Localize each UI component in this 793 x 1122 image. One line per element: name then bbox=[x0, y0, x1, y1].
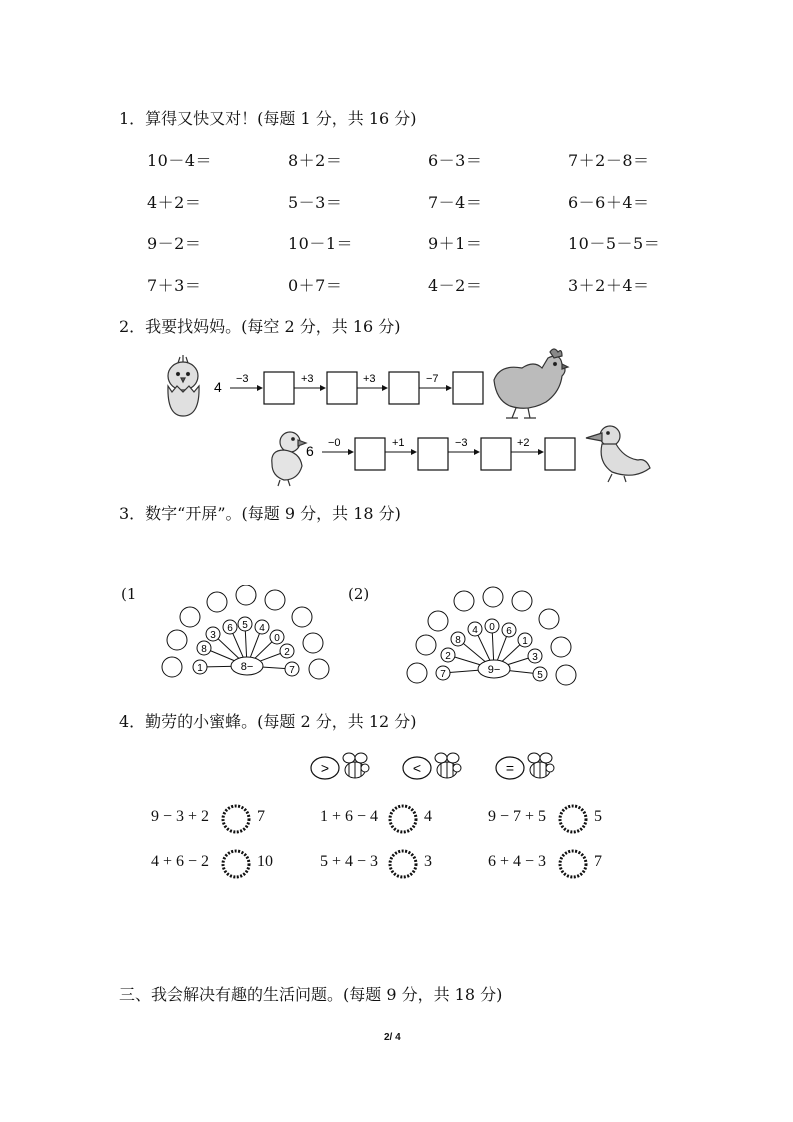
q1-item: 10－4＝ bbox=[147, 151, 213, 170]
answer-box[interactable] bbox=[389, 372, 419, 404]
answer-box[interactable] bbox=[327, 372, 357, 404]
fan1 bbox=[155, 585, 335, 685]
compare-circle[interactable] bbox=[386, 848, 420, 880]
fan-number: 0 bbox=[274, 633, 280, 644]
q1-item: 3＋2＋4＝ bbox=[568, 276, 650, 295]
cmp-left: 6 + 4 − 3 bbox=[488, 853, 547, 870]
fan-number: 0 bbox=[489, 622, 495, 633]
chain1-op: +3 bbox=[363, 373, 376, 385]
fan1-label: (1 bbox=[121, 585, 137, 603]
q2-figure bbox=[150, 340, 670, 500]
hen-icon bbox=[494, 349, 568, 418]
compare-circle[interactable] bbox=[219, 848, 253, 880]
chain1-op: −7 bbox=[426, 373, 439, 385]
fan-number: 6 bbox=[227, 623, 233, 634]
bee-less bbox=[403, 753, 461, 779]
cmp-right: 3 bbox=[424, 853, 432, 870]
fan-number: 5 bbox=[537, 670, 543, 681]
chain2-op: −3 bbox=[455, 437, 468, 449]
fan-number: 1 bbox=[522, 636, 528, 647]
bee-greater bbox=[311, 753, 369, 779]
fan-number: 7 bbox=[440, 669, 446, 680]
cmp-right: 7 bbox=[594, 853, 602, 870]
q1-item: 4－2＝ bbox=[428, 276, 483, 295]
cmp-right: 10 bbox=[257, 853, 273, 870]
compare-circle[interactable] bbox=[219, 803, 253, 835]
chain1-op: −3 bbox=[236, 373, 249, 385]
answer-box[interactable] bbox=[545, 438, 575, 470]
page-number: 2/ 4 bbox=[384, 1032, 401, 1043]
compare-circle[interactable] bbox=[386, 803, 420, 835]
chain1 bbox=[230, 372, 483, 404]
fan-number: 3 bbox=[532, 652, 538, 663]
chain2 bbox=[322, 437, 575, 470]
fan-number: 4 bbox=[259, 623, 265, 634]
fan2-label: (2) bbox=[348, 585, 370, 603]
q1-item: 6－6＋4＝ bbox=[568, 193, 650, 212]
fan-number: 6 bbox=[506, 626, 512, 637]
chain2-start: 6 bbox=[306, 443, 314, 459]
fan-number: 2 bbox=[445, 651, 451, 662]
bee-icon bbox=[435, 753, 461, 778]
cmp-left: 1 + 6 − 4 bbox=[320, 808, 379, 825]
bee-equal bbox=[496, 753, 554, 779]
compare-circle[interactable] bbox=[556, 848, 590, 880]
q1-item: 5－3＝ bbox=[288, 193, 343, 212]
fan-number: 3 bbox=[210, 630, 216, 641]
fan1-center-label: 8− bbox=[240, 661, 254, 673]
fan-number: 8 bbox=[455, 635, 461, 646]
q1-item: 8＋2＝ bbox=[288, 151, 343, 170]
fan-number: 2 bbox=[284, 647, 290, 658]
fan-number: 1 bbox=[197, 663, 203, 674]
bee-legend bbox=[305, 748, 575, 788]
fan-number: 5 bbox=[242, 620, 248, 631]
cmp-left: 9 − 7 + 5 bbox=[488, 808, 547, 825]
cmp-right: 5 bbox=[594, 808, 602, 825]
fan2-center-label: 9− bbox=[487, 664, 501, 676]
q1-item: 4＋2＝ bbox=[147, 193, 202, 212]
q1-item: 10－1＝ bbox=[288, 234, 354, 253]
compare-circle[interactable] bbox=[556, 803, 590, 835]
fan-number: 7 bbox=[289, 665, 295, 676]
answer-box[interactable] bbox=[355, 438, 385, 470]
chain1-op: +3 bbox=[301, 373, 314, 385]
q1-item: 10－5－5＝ bbox=[568, 234, 661, 253]
q1-item: 0＋7＝ bbox=[288, 276, 343, 295]
cmp-left: 5 + 4 − 3 bbox=[320, 853, 379, 870]
cmp-right: 7 bbox=[257, 808, 265, 825]
chick-icon bbox=[168, 355, 199, 416]
q1-item: 7＋2－8＝ bbox=[568, 151, 650, 170]
bee-icon bbox=[528, 753, 554, 778]
q3-title: 3．数字“开屏”。(每题 9 分，共 18 分) bbox=[119, 504, 401, 523]
fan-number: 8 bbox=[201, 644, 207, 655]
cmp-left: 4 + 6 − 2 bbox=[151, 853, 210, 870]
svg-text:<: < bbox=[412, 760, 422, 776]
duckling-icon bbox=[272, 432, 306, 486]
answer-box[interactable] bbox=[418, 438, 448, 470]
bee-icon bbox=[343, 753, 369, 778]
answer-box[interactable] bbox=[481, 438, 511, 470]
cmp-left: 9 − 3 + 2 bbox=[151, 808, 210, 825]
q1-item: 9＋1＝ bbox=[428, 234, 483, 253]
chain2-op: +2 bbox=[517, 437, 530, 449]
answer-box[interactable] bbox=[453, 372, 483, 404]
chain2-op: −0 bbox=[328, 437, 341, 449]
svg-text:=: = bbox=[505, 760, 515, 776]
fan-number: 4 bbox=[472, 625, 478, 636]
fan2 bbox=[400, 585, 585, 690]
q1-title: 1．算得又快又对！(每题 1 分，共 16 分) bbox=[119, 109, 417, 128]
chain1-start: 4 bbox=[214, 379, 222, 395]
q1-item: 9－2＝ bbox=[147, 234, 202, 253]
section3-title: 三、我会解决有趣的生活问题。(每题 9 分，共 18 分) bbox=[119, 985, 503, 1004]
duck-icon bbox=[586, 426, 650, 482]
q1-item: 7－4＝ bbox=[428, 193, 483, 212]
cmp-right: 4 bbox=[424, 808, 432, 825]
svg-text:>: > bbox=[320, 760, 330, 776]
q4-title: 4．勤劳的小蜜蜂。(每题 2 分，共 12 分) bbox=[119, 712, 417, 731]
answer-box[interactable] bbox=[264, 372, 294, 404]
chain2-op: +1 bbox=[392, 437, 405, 449]
q2-title: 2．我要找妈妈。(每空 2 分，共 16 分) bbox=[119, 317, 401, 336]
q1-item: 6－3＝ bbox=[428, 151, 483, 170]
q1-item: 7＋3＝ bbox=[147, 276, 202, 295]
